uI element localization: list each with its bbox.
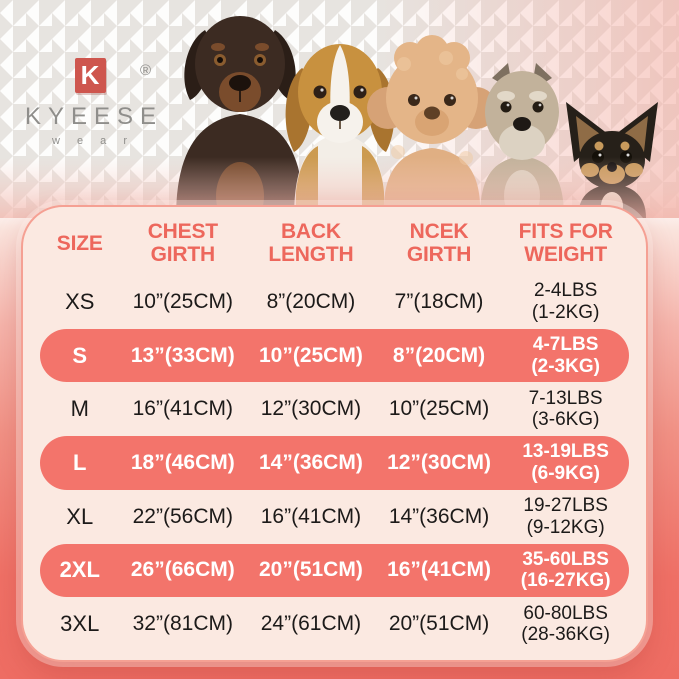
cell-back-length: 14”(36CM): [258, 451, 363, 475]
weight-lbs: 13-19LBS: [522, 441, 609, 463]
cell-chest-girth: 32”(81CM): [132, 612, 233, 636]
cell-fits-weight: [502, 549, 629, 592]
cell-size: L: [73, 450, 87, 476]
table-header-row: [40, 213, 629, 275]
column-header-chest: CHEST GIRTH: [147, 220, 218, 266]
cell-fits-weight: [502, 334, 629, 377]
table-row-s: [40, 329, 629, 383]
cell-size: S: [72, 342, 88, 368]
weight-kg: (3-6KG): [531, 409, 600, 431]
weight-lbs: 60-80LBS: [523, 602, 608, 624]
brand-name: KYEESE: [25, 103, 164, 130]
logo-k-letter: K: [80, 60, 100, 90]
cell-back-length: 8”(20CM): [266, 289, 356, 313]
cell-back-length: 10”(25CM): [258, 343, 363, 367]
cell-neck-girth: 8”(20CM): [392, 343, 486, 367]
cell-size: 2XL: [59, 557, 100, 583]
cell-neck-girth: 10”(25CM): [388, 397, 490, 421]
table-row-2xl: [40, 544, 629, 598]
table-row-xl: [40, 490, 629, 544]
cell-fits-weight: [502, 388, 629, 431]
cell-fits-weight: [502, 495, 629, 538]
registered-trademark-icon: ®: [140, 62, 152, 79]
weight-lbs: 2-4LBS: [533, 280, 598, 302]
size-chart-card: [21, 205, 648, 662]
column-header-back: BACK LENGTH: [268, 220, 354, 266]
cell-size: 3XL: [60, 611, 100, 637]
cell-back-length: 16”(41CM): [260, 504, 362, 528]
logo-k-mark: [75, 58, 106, 93]
table-row-3xl: [40, 597, 629, 651]
column-header-weight: FITS FOR WEIGHT: [518, 220, 613, 266]
weight-lbs: 19-27LBS: [523, 495, 608, 517]
cell-chest-girth: 16”(41CM): [132, 397, 233, 421]
cell-back-length: 24”(61CM): [260, 612, 362, 636]
brand-tagline: w e a r: [51, 135, 134, 147]
cell-neck-girth: 7”(18CM): [394, 289, 484, 313]
cell-fits-weight: [502, 441, 629, 484]
cell-neck-girth: 16”(41CM): [387, 558, 491, 582]
weight-kg: (16-27KG): [520, 570, 611, 592]
cell-size: XS: [65, 288, 95, 314]
weight-lbs: 4-7LBS: [532, 333, 599, 355]
cell-chest-girth: 22”(56CM): [132, 504, 233, 528]
table-row-xs: [40, 275, 629, 329]
column-header-neck: NCEK GIRTH: [406, 220, 472, 266]
weight-lbs: 35-60LBS: [522, 548, 609, 570]
column-header-size: SIZE: [56, 231, 103, 255]
weight-kg: (28-36KG): [521, 624, 610, 646]
weight-kg: (6-9KG): [531, 463, 600, 485]
cell-back-length: 12”(30CM): [260, 397, 362, 421]
brand-logo: [20, 58, 164, 147]
weight-kg: (1-2KG): [531, 301, 600, 323]
cell-chest-girth: 13”(33CM): [130, 343, 235, 367]
cell-chest-girth: 10”(25CM): [132, 289, 233, 313]
table-row-m: [40, 382, 629, 436]
weight-kg: (9-12KG): [526, 516, 605, 538]
weight-kg: (2-3KG): [531, 355, 600, 377]
table-row-l: [40, 436, 629, 490]
cell-fits-weight: [502, 603, 629, 646]
cell-chest-girth: 18”(46CM): [130, 451, 235, 475]
cell-neck-girth: 12”(30CM): [387, 451, 491, 475]
cell-size: M: [70, 396, 89, 422]
table-body: [40, 275, 629, 651]
cell-neck-girth: 14”(36CM): [388, 504, 490, 528]
cell-chest-girth: 26”(66CM): [130, 558, 235, 582]
cell-size: XL: [66, 503, 94, 529]
cell-neck-girth: 20”(51CM): [388, 612, 490, 636]
cell-back-length: 20”(51CM): [258, 558, 363, 582]
weight-lbs: 7-13LBS: [528, 387, 603, 409]
cell-fits-weight: [502, 280, 629, 323]
